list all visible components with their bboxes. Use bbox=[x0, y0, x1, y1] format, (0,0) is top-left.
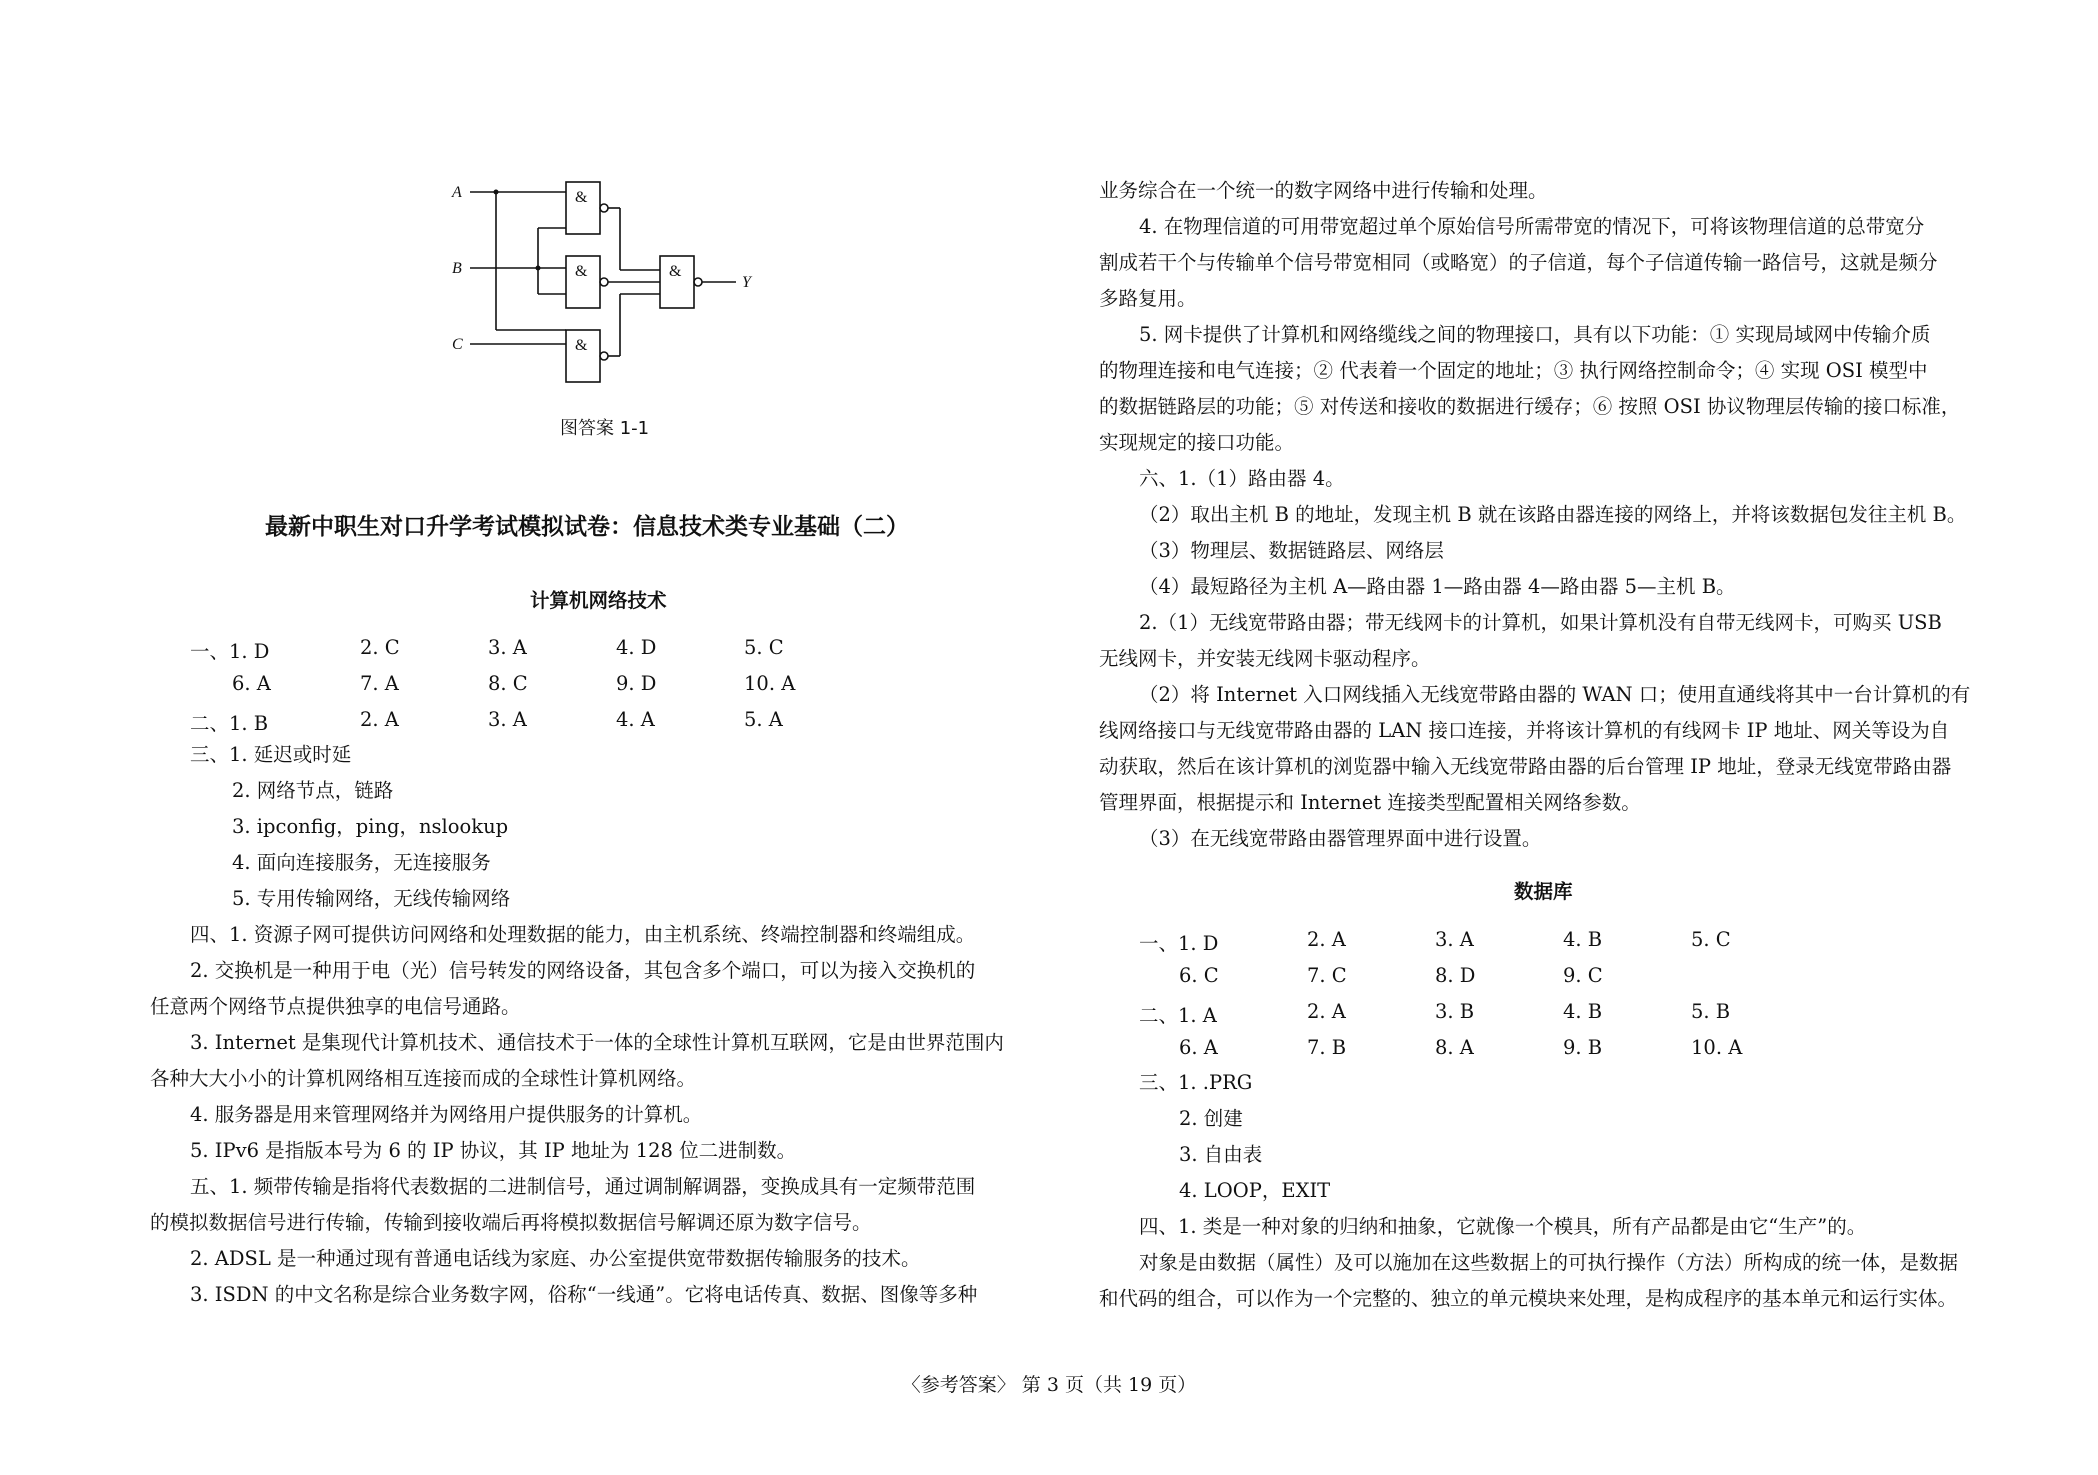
answer-line: 2. 交换机是一种用于电（光）信号转发的网络设备，其包含多个端口，可以为接入交换机的 bbox=[190, 959, 976, 982]
page-footer: 〈参考答案〉 第 3 页（共 19 页） bbox=[901, 1374, 1197, 1396]
input-b-label: B bbox=[452, 260, 462, 277]
gate-symbol: & bbox=[669, 263, 682, 280]
answer-item: 3. B bbox=[1435, 1000, 1475, 1023]
answer-line: 四、1. 资源子网可提供访问网络和处理数据的能力，由主机系统、终端控制器和终端组成。 bbox=[190, 923, 976, 946]
answer-line: 5. IPv6 是指版本号为 6 的 IP 协议，其 IP 地址为 128 位二进制数。 bbox=[190, 1139, 797, 1162]
answer-line: 业务综合在一个统一的数字网络中进行传输和处理。 bbox=[1099, 179, 1548, 202]
answer-item: 8. A bbox=[1435, 1036, 1474, 1059]
answer-line: 多路复用。 bbox=[1099, 287, 1197, 310]
answer-item: 5. C bbox=[1691, 928, 1731, 951]
answer-item: 4. B bbox=[1563, 1000, 1603, 1023]
answer-line: 的数据链路层的功能；⑤ 对传送和接收的数据进行缓存；⑥ 按照 OSI 协议物理层传输的接口标准， bbox=[1099, 395, 1961, 418]
answer-line: 的物理连接和电气连接；② 代表着一个固定的地址；③ 执行网络控制命令；④ 实现 OSI 模型中 bbox=[1099, 359, 1928, 382]
answer-item: 5. A bbox=[744, 708, 783, 731]
answer-line: 任意两个网络节点提供独享的电信号通路。 bbox=[150, 995, 521, 1018]
answer-line: 4. 服务器是用来管理网络并为网络用户提供服务的计算机。 bbox=[190, 1103, 703, 1126]
answer-item: 7. C bbox=[1307, 964, 1347, 987]
answer-item: 5. B bbox=[1691, 1000, 1731, 1023]
answer-line: 无线网卡，并安装无线网卡驱动程序。 bbox=[1099, 647, 1431, 670]
answer-item: 2. A bbox=[360, 708, 399, 731]
answer-item: 9. B bbox=[1563, 1036, 1603, 1059]
answer-line: 对象是由数据（属性）及可以施加在这些数据上的可执行操作（方法）所构成的统一体，是数据 bbox=[1139, 1251, 1959, 1274]
gate-symbol: & bbox=[575, 337, 588, 354]
answer-line: 3. ipconfig，ping，nslookup bbox=[232, 815, 509, 838]
answer-item: 7. B bbox=[1307, 1036, 1347, 1059]
logic-circuit-diagram bbox=[440, 170, 770, 390]
answer-item: 9. C bbox=[1563, 964, 1603, 987]
gate-symbol: & bbox=[575, 189, 588, 206]
answer-line: 5. 网卡提供了计算机和网络缆线之间的物理接口，具有以下功能：① 实现局域网中传输介质 bbox=[1139, 323, 1931, 346]
answer-line: （3）在无线宽带路由器管理界面中进行设置。 bbox=[1139, 827, 1542, 850]
input-a-label: A bbox=[452, 184, 462, 201]
answer-line: （4）最短路径为主机 A—路由器 1—路由器 4—路由器 5—主机 B。 bbox=[1139, 575, 1736, 598]
answer-item: 4. D bbox=[616, 636, 657, 659]
answer-line: 的模拟数据信号进行传输，传输到接收端后再将模拟数据信号解调还原为数字信号。 bbox=[150, 1211, 872, 1234]
answer-item: 8. C bbox=[488, 672, 528, 695]
answer-item: 2. A bbox=[1307, 1000, 1346, 1023]
answer-line: 动获取，然后在该计算机的浏览器中输入无线宽带路由器的后台管理 IP 地址，登录无线宽带路由器 bbox=[1099, 755, 1952, 778]
answer-item: 2. C bbox=[360, 636, 400, 659]
answer-line: 5. 专用传输网络，无线传输网络 bbox=[232, 887, 511, 910]
answer-item: 6. A bbox=[232, 672, 271, 695]
gate-symbol: & bbox=[575, 263, 588, 280]
answer-line: 割成若干个与传输单个信号带宽相同（或略宽）的子信道，每个子信道传输一路信号，这就是频分 bbox=[1099, 251, 1938, 274]
answer-line: 3. ISDN 的中文名称是综合业务数字网，俗称“一线通”。它将电话传真、数据、图像等多种 bbox=[190, 1283, 978, 1306]
answer-item: 6. A bbox=[1179, 1036, 1218, 1059]
answer-item: 8. D bbox=[1435, 964, 1476, 987]
figure-caption: 图答案 1-1 bbox=[560, 418, 650, 439]
answer-item: 9. D bbox=[616, 672, 657, 695]
answer-item: 4. A bbox=[616, 708, 655, 731]
answer-item: 3. A bbox=[488, 636, 527, 659]
answer-line: 管理界面，根据提示和 Internet 连接类型配置相关网络参数。 bbox=[1099, 791, 1641, 814]
answer-item: 2. A bbox=[1307, 928, 1346, 951]
answer-line: 3. Internet 是集现代计算机技术、通信技术于一体的全球性计算机互联网，它是由世界范围内 bbox=[190, 1031, 1004, 1054]
answer-line: 4. 在物理信道的可用带宽超过单个原始信号所需带宽的情况下，可将该物理信道的总带宽分 bbox=[1139, 215, 1925, 238]
answer-item: 二、1. A bbox=[1139, 1004, 1217, 1027]
answer-item: 5. C bbox=[744, 636, 784, 659]
answer-item: 4. B bbox=[1563, 928, 1603, 951]
answer-item: 10. A bbox=[744, 672, 796, 695]
answer-item: 一、1. D bbox=[190, 640, 270, 663]
answer-item: 7. A bbox=[360, 672, 399, 695]
answer-line: 线网络接口与无线宽带路由器的 LAN 接口连接，并将该计算机的有线网卡 IP 地址、网关等设为自 bbox=[1099, 719, 1950, 742]
output-y-label: Y bbox=[742, 274, 751, 291]
answer-line: 三、1. .PRG bbox=[1139, 1071, 1253, 1094]
input-c-label: C bbox=[452, 336, 463, 353]
answer-line: 2. ADSL 是一种通过现有普通电话线为家庭、办公室提供宽带数据传输服务的技术。 bbox=[190, 1247, 921, 1270]
answer-line: 2. 创建 bbox=[1179, 1107, 1243, 1130]
answer-line: 4. 面向连接服务，无连接服务 bbox=[232, 851, 491, 874]
answer-item: 10. A bbox=[1691, 1036, 1743, 1059]
answer-item: 3. A bbox=[488, 708, 527, 731]
answer-line: 4. LOOP，EXIT bbox=[1179, 1179, 1331, 1202]
answer-line: 3. 自由表 bbox=[1179, 1143, 1263, 1166]
answer-line: 和代码的组合，可以作为一个完整的、独立的单元模块来处理，是构成程序的基本单元和运行实体。 bbox=[1099, 1287, 1958, 1310]
answer-line: 2.（1）无线宽带路由器；带无线网卡的计算机，如果计算机没有自带无线网卡，可购买 USB bbox=[1139, 611, 1942, 634]
page-title: 最新中职生对口升学考试模拟试卷：信息技术类专业基础（二） bbox=[265, 514, 909, 540]
answer-line: 实现规定的接口功能。 bbox=[1099, 431, 1295, 454]
answer-line: （2）取出主机 B 的地址，发现主机 B 就在该路由器连接的网络上，并将该数据包发往主机 B。 bbox=[1139, 503, 1967, 526]
answer-line: （2）将 Internet 入口网线插入无线宽带路由器的 WAN 口；使用直通线将其中一台计算机的有 bbox=[1139, 683, 1971, 706]
answer-item: 3. A bbox=[1435, 928, 1474, 951]
answer-line: 2. 网络节点，链路 bbox=[232, 779, 394, 802]
answer-line: （3）物理层、数据链路层、网络层 bbox=[1139, 539, 1444, 562]
answer-line: 五、1. 频带传输是指将代表数据的二进制信号，通过调制解调器，变换成具有一定频带范围 bbox=[190, 1175, 976, 1198]
answer-line: 六、1.（1）路由器 4。 bbox=[1139, 467, 1345, 490]
answer-line: 四、1. 类是一种对象的归纳和抽象，它就像一个模具，所有产品都是由它“生产”的。 bbox=[1139, 1215, 1867, 1238]
answer-line: 各种大大小小的计算机网络相互连接而成的全球性计算机网络。 bbox=[150, 1067, 697, 1090]
section-heading-network: 计算机网络技术 bbox=[530, 589, 667, 612]
section-heading-database: 数据库 bbox=[1514, 880, 1573, 903]
answer-item: 二、1. B bbox=[190, 712, 269, 735]
answer-item: 6. C bbox=[1179, 964, 1219, 987]
answer-item: 一、1. D bbox=[1139, 932, 1219, 955]
answer-line: 三、1. 延迟或时延 bbox=[190, 743, 352, 766]
